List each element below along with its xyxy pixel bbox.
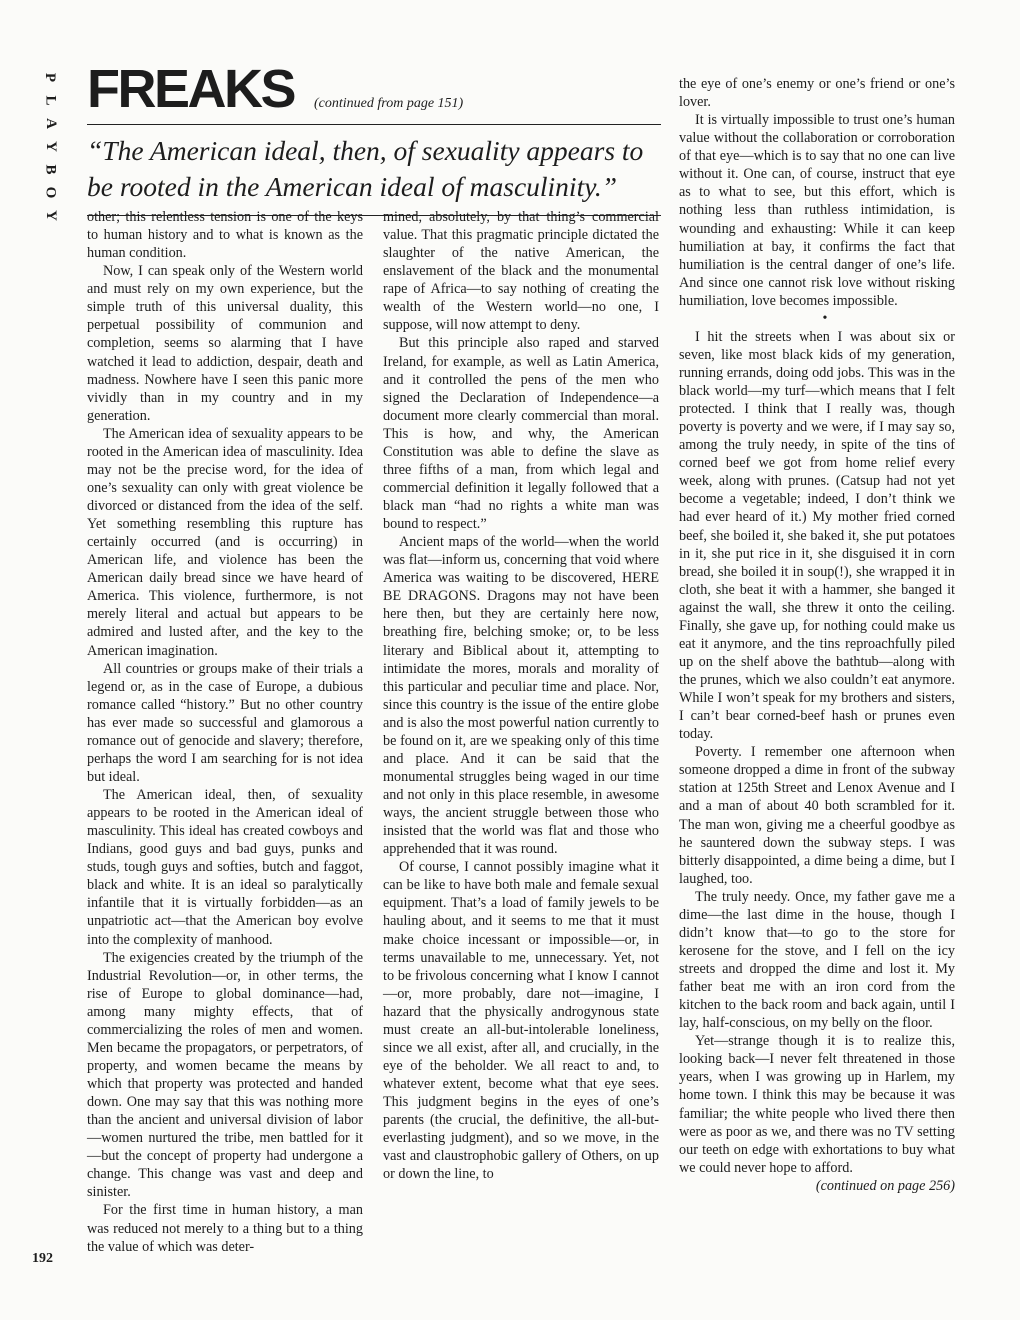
paragraph: The American ideal, then, of sexuality appears to be rooted in the American ideal of masculinity. This ideal has created cowboys and Indians, good guys and bad guys, punks and studs, tough guys and softies, butch and faggot, black and white. It is an ideal so paralytically infantile that it is virtually forbidden—as an unpatriotic act—that the American boy evolve into the complexity of manhood. xyxy=(87,787,363,948)
continued-from-note: (continued from page 151) xyxy=(314,96,464,111)
paragraph: Of course, I cannot possibly imagine what it can be like to have both male and female sexual equipment. That’s a load of family jewels to be hauling about, and it seems to me that it must make choice incessant or impossible—or, in terms unavailable to me, unnecessary. Yet, not to be frivolous concerning what I know I cannot—or, more probably, dare not—imagine, I hazard that the physically androgynous state must create an all-but-intolerable loneliness, since we all exist, after all, and crucially, in the eye of the beholder. We all react to and, to whatever extent, become what that eye sees. This judgment begins in the eyes of one’s parents (the crucial, the definitive, the all-but-everlasting judgment), and so we move, in the vast and claustrophobic gallery of Others, on up or down the line, to xyxy=(383,859,659,1183)
page-number: 192 xyxy=(32,1251,53,1266)
paragraph: mined, absolutely, by that thing’s commercial value. That this pragmatic principle dictated the slaughter of the native American, the enslavement of the black and the monumental rape of Africa—to say nothing of creating the wealth of the Western world—no one, I suppose, will now attempt to deny. xyxy=(383,209,659,334)
pull-quote: “The American ideal, then, of sexuality appears to be rooted in the American ideal of masculinity.” xyxy=(87,135,644,202)
paragraph: Now, I can speak only of the Western world and must rely on my own experience, but the simple truth of this universal duality, this perpetual possibility of communion and completion, seems so alarming that I have watched it lead to addiction, despair, death and madness. Nowhere have I seen this panic more vividly than in my country and in my generation. xyxy=(87,263,363,424)
paragraph: the eye of one’s enemy or one’s friend or one’s lover. xyxy=(679,76,955,111)
paragraph: But this principle also raped and starved Ireland, for example, as well as Latin America, and it controlled the pens of the men who signed the Declaration of Independence—a document more clearly commercial than moral. This is how, and why, the American Constitution was able to define the slave as three fifths of a man, from which legal and commercial definition it legally followed that a black man “had no rights a white man was bound to respect.” xyxy=(383,335,659,533)
magazine-letter: Y xyxy=(42,141,59,152)
paragraph: The American idea of sexuality appears to be rooted in the American idea of masculinity. Idea may not be the precise word, for the idea of one’s sexuality can only with great violence be divorced or distanced from the idea of the self. Yet something resembling this rupture has certainly occurred (and is occurring) in American life, and violence has been the American daily bread since we have heard of America. This violence, furthermore, is not merely literal and actual but appears to be admired and lusted after, and the key to the American imagination. xyxy=(87,425,363,659)
paragraph: Poverty. I remember one afternoon when someone dropped a dime in front of the subway station at 125th Street and Lenox Avenue and I and a man of about 40 both scrambled for it. The man won, giving me a cheerful goodbye as he sauntered down the subway steps. I was bitterly disappointed, a dime being a dime, but I laughed, too. xyxy=(679,744,955,887)
magazine-letter: O xyxy=(42,186,59,199)
paragraph: Yet—strange though it is to realize this, looking back—I never felt threatened in those years, when I was growing up in Harlem, my home town. I think this may be because it was familiar; the white people who lived there then were as poor as we, and there was no TV setting our teeth on edge with exhortations to buy what we could never hope to afford. xyxy=(679,1033,955,1176)
paragraph: other; this relentless tension is one of the keys to human history and to what is known as the human condition. xyxy=(87,209,363,262)
magazine-letter: L xyxy=(42,95,59,106)
article-header xyxy=(87,59,661,216)
paragraph: For the first time in human history, a man was reduced not merely to a thing but to a thing the value of which was deter- xyxy=(87,1202,363,1255)
paragraph: Ancient maps of the world—when the world was flat—inform us, concerning that void where America was waiting to be discovered, HERE BE DRAGONS. Dragons may not have been here then, but they are certainly here now, breathing fire, belching smoke; or, to be less literary and Biblical about it, attempting to intimidate the mores, morals and morality of this particular and peculiar time and place. Nor, since this country is the issue of the entire globe and is also the most powerful nation currently to be found on it, are we speaking only of this time and place. And it can be said that the monumental struggles being waged in our time and not only in this place resemble, in awesome ways, the ancient struggle between those who insisted that the world was flat and those who apprehended that it was round. xyxy=(383,534,659,858)
article-title: FREAKS xyxy=(87,59,295,119)
paragraph: It is virtually impossible to trust one’s human value without the collaboration or corroboration of that eye—which is to say that no one can live without it. One can, of course, instruct that eye as to what to see, but this effort, which is nothing less than ruthless intimidation, is wounding and exhausting: While it can keep humiliation at bay, it confirms the fact that humiliation is the central danger of one’s life. And since one cannot risk love without risking humiliation, love becomes impossible. xyxy=(679,112,955,309)
paragraph: The exigencies created by the triumph of the Industrial Revolution—or, in other terms, the rise of Europe to global dominance—had, among many mighty effects, that of commercializing the roles of men and women. Men became the propagators, or perpetrators, of property, and women became the means by which that property was protected and handed down. One may say that this was nothing more than the ancient and universal division of labor—women nurtured the tribe, men battled for it—but the concept of property had undergone a change. This change was vast and deep and sinister. xyxy=(87,949,363,1201)
column-1 xyxy=(87,208,363,1256)
magazine-letter: B xyxy=(42,164,59,175)
paragraph: All countries or groups make of their trials a legend or, as in the case of Europe, a dubious romance called “history.” But no other country has ever made so successful and glamorous a romance out of genocide and slavery; therefore, perhaps the word I am searching for is not idea but ideal. xyxy=(87,660,363,785)
title-row xyxy=(87,59,661,119)
magazine-letter: Y xyxy=(42,210,59,221)
magazine-letter: P xyxy=(42,72,59,83)
continued-on-note: (continued on page 256) xyxy=(815,1177,955,1194)
magazine-letter: A xyxy=(42,118,59,129)
column-2 xyxy=(383,208,659,1183)
magazine-name-vertical xyxy=(40,66,60,227)
section-break-bullet: • xyxy=(822,310,828,326)
paragraph: I hit the streets when I was about six or seven, like most black kids of my generation, running errands, doing odd jobs. This was in the black world—my turf—which means that I felt protected. I think that I really was, though poverty is poverty and we were, if I may say so, among the truly needy, in spite of the tins of corned beef we got from home relief every week, along with prunes. (Catsup had not yet become a vegetable; indeed, I don’t think we had ever heard of it.) My mother fried corned beef, she boiled it, she baked it, she put potatoes in it, she put rice in it, she disguised it in corn bread, she boiled it in soup(!), she wrapped it in cloth, she beat it with a hammer, she banged it against the wall, she threw it onto the ceiling. Finally, she gave up, for nothing could make us eat it anymore, and the tins reproachfully piled up on the shelf above the bathtub—along with the prunes, which we also couldn’t eat anymore. While I won’t speak for my brothers and sisters, I can’t bear corned-beef hash or prunes even today. xyxy=(679,328,955,743)
paragraph: The truly needy. Once, my father gave me a dime—the last dime in the house, though I didn’t know that—to go to the store for kerosene for the stove, and I fell on the icy streets and dropped the dime and lost it. My father beat me with an iron cord from the kitchen to the back room and back again, until I lay, half-conscious, on my belly on the floor. xyxy=(679,888,955,1032)
column-3 xyxy=(679,75,955,1195)
